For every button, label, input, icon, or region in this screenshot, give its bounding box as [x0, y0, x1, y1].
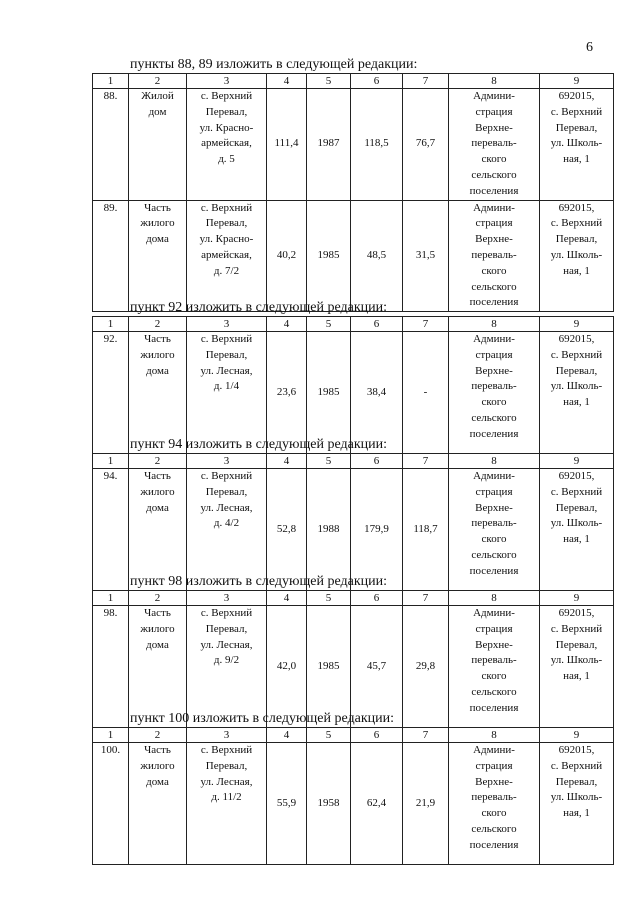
postal-line: с. Верхний [550, 217, 603, 230]
area-cell: 111,4 [267, 89, 307, 201]
num-cell: 98. [93, 606, 129, 728]
address-line: Перевал, [205, 348, 248, 361]
column-number-cell: 7 [403, 728, 449, 743]
value-cell: 45,7 [351, 606, 403, 728]
name-line: дома [146, 501, 169, 514]
owner-line: Админи- [473, 333, 515, 345]
column-number-cell: 4 [267, 728, 307, 743]
year-cell: 1988 [307, 469, 351, 591]
address-line: с. Верхний [200, 201, 253, 214]
column-number-cell: 5 [307, 728, 351, 743]
name-cell [129, 469, 187, 591]
area-cell: 40,2 [267, 200, 307, 312]
owner-line: Верхне- [475, 501, 513, 514]
owner-line: ского [481, 670, 507, 683]
num-cell: 88. [93, 89, 129, 201]
owner-line: поселения [469, 296, 519, 309]
owner-line: Админи- [473, 470, 515, 482]
address-line: Перевал, [205, 217, 248, 230]
address-line: д. 11/2 [211, 791, 242, 804]
postal-line: ная, 1 [563, 396, 590, 409]
column-number-cell: 1 [93, 728, 129, 743]
year-cell: 1985 [307, 200, 351, 312]
table-row [93, 743, 614, 865]
postal-line: 692015, [558, 744, 595, 756]
owner-line: страция [475, 105, 513, 118]
column-number-row [93, 74, 614, 89]
postal-line: ная, 1 [563, 153, 590, 166]
owner-line: страция [475, 622, 513, 635]
postal-line: ул. Школь- [550, 517, 603, 530]
address-line: д. 5 [218, 153, 235, 166]
owner-line: страция [475, 217, 513, 230]
owner-line: ского [481, 807, 507, 820]
column-number-cell: 8 [449, 454, 540, 469]
owner-line: ского [481, 396, 507, 409]
residual-cell: 21,9 [403, 743, 449, 865]
postal-line: ная, 1 [563, 807, 590, 820]
postal-line: 692015, [558, 201, 595, 214]
address-line: армейская, [201, 137, 252, 150]
name-line: Часть [144, 470, 171, 482]
owner-line: Админи- [473, 201, 515, 214]
registry-table [92, 73, 614, 312]
postal-line: Перевал, [555, 501, 598, 514]
column-number-cell: 2 [129, 454, 187, 469]
area-cell: 52,8 [267, 469, 307, 591]
name-cell [129, 606, 187, 728]
column-number-cell: 3 [187, 454, 267, 469]
address-line: ул. Лесная, [200, 775, 253, 788]
value-cell: 48,5 [351, 200, 403, 312]
column-number-cell: 5 [307, 317, 351, 332]
address-line: с. Верхний [200, 470, 253, 482]
column-number-row [93, 317, 614, 332]
registry-table [92, 590, 614, 728]
column-number-row [93, 728, 614, 743]
column-number-cell: 5 [307, 74, 351, 89]
section-heading: пункт 98 изложить в следующей редакции: [130, 574, 387, 589]
owner-line: поселения [469, 184, 519, 197]
owner-line: поселения [469, 838, 519, 851]
owner-line: страция [475, 759, 513, 772]
owner-line: Верхне- [475, 775, 513, 788]
postal-line: 692015, [558, 90, 595, 102]
owner-cell [449, 743, 540, 865]
residual-cell: 29,8 [403, 606, 449, 728]
area-cell: 42,0 [267, 606, 307, 728]
postal-line: Перевал, [555, 638, 598, 651]
owner-line: переваль- [471, 248, 517, 261]
postal-line: с. Верхний [550, 622, 603, 635]
owner-cell [449, 89, 540, 201]
postal-cell [540, 606, 614, 728]
owner-line: сельского [471, 548, 517, 561]
owner-line: сельского [471, 822, 517, 835]
owner-line: сельского [471, 168, 517, 181]
owner-line: Верхне- [475, 638, 513, 651]
year-cell: 1987 [307, 89, 351, 201]
table-row [93, 332, 614, 454]
column-number-cell: 6 [351, 454, 403, 469]
num-cell: 89. [93, 200, 129, 312]
address-line: д. 1/4 [213, 380, 240, 393]
column-number-cell: 4 [267, 454, 307, 469]
column-number-cell: 4 [267, 591, 307, 606]
postal-line: ул. Школь- [550, 791, 603, 804]
owner-line: Админи- [473, 744, 515, 756]
owner-line: переваль- [471, 791, 517, 804]
column-number-cell: 9 [540, 591, 614, 606]
section-heading: пункты 88, 89 изложить в следующей редакции: [130, 57, 418, 72]
owner-line: страция [475, 485, 513, 498]
column-number-cell: 8 [449, 74, 540, 89]
residual-cell: 118,7 [403, 469, 449, 591]
column-number-cell: 3 [187, 728, 267, 743]
owner-line: переваль- [471, 137, 517, 150]
column-number-cell: 6 [351, 74, 403, 89]
column-number-cell: 8 [449, 317, 540, 332]
name-line: жилого [140, 485, 175, 498]
name-line: жилого [140, 348, 175, 361]
column-number-cell: 6 [351, 317, 403, 332]
column-number-cell: 3 [187, 74, 267, 89]
postal-line: ул. Школь- [550, 137, 603, 150]
column-number-row [93, 454, 614, 469]
address-cell [187, 743, 267, 865]
name-line: Часть [144, 744, 171, 756]
postal-line: ная, 1 [563, 670, 590, 683]
postal-line: 692015, [558, 607, 595, 619]
column-number-cell: 2 [129, 317, 187, 332]
owner-line: Верхне- [475, 364, 513, 377]
postal-line: Перевал, [555, 233, 598, 246]
value-cell: 179,9 [351, 469, 403, 591]
table-row [93, 469, 614, 591]
name-cell [129, 332, 187, 454]
owner-line: страция [475, 348, 513, 361]
name-line: Жилой [141, 90, 174, 102]
address-line: ул. Лесная, [200, 364, 253, 377]
value-cell: 62,4 [351, 743, 403, 865]
num-cell: 92. [93, 332, 129, 454]
postal-line: с. Верхний [550, 759, 603, 772]
owner-line: поселения [469, 564, 519, 577]
column-number-cell: 9 [540, 317, 614, 332]
column-number-cell: 2 [129, 591, 187, 606]
address-line: армейская, [201, 248, 252, 261]
address-line: с. Верхний [200, 607, 253, 619]
area-cell: 55,9 [267, 743, 307, 865]
postal-line: с. Верхний [550, 485, 603, 498]
address-line: с. Верхний [200, 744, 253, 756]
name-line: жилого [140, 622, 175, 635]
address-cell [187, 606, 267, 728]
column-number-cell: 5 [307, 454, 351, 469]
owner-line: ского [481, 533, 507, 546]
column-number-cell: 5 [307, 591, 351, 606]
table-row [93, 89, 614, 201]
name-line: Часть [144, 333, 171, 345]
column-number-cell: 7 [403, 591, 449, 606]
column-number-cell: 7 [403, 74, 449, 89]
column-number-cell: 1 [93, 591, 129, 606]
column-number-cell: 1 [93, 454, 129, 469]
postal-cell [540, 469, 614, 591]
column-number-cell: 1 [93, 74, 129, 89]
year-cell: 1985 [307, 606, 351, 728]
name-cell [129, 200, 187, 312]
postal-line: ная, 1 [563, 533, 590, 546]
name-line: жилого [140, 217, 175, 230]
column-number-cell: 8 [449, 728, 540, 743]
postal-line: ул. Школь- [550, 380, 603, 393]
column-number-cell: 6 [351, 728, 403, 743]
num-cell: 94. [93, 469, 129, 591]
owner-cell [449, 332, 540, 454]
name-line: дома [146, 775, 169, 788]
column-number-cell: 9 [540, 728, 614, 743]
column-number-cell: 7 [403, 317, 449, 332]
address-line: ул. Лесная, [200, 638, 253, 651]
column-number-cell: 9 [540, 454, 614, 469]
address-line: с. Верхний [200, 333, 253, 345]
name-line: жилого [140, 759, 175, 772]
address-line: Перевал, [205, 485, 248, 498]
owner-cell [449, 606, 540, 728]
postal-line: 692015, [558, 470, 595, 482]
postal-line: с. Верхний [550, 348, 603, 361]
owner-line: Верхне- [475, 121, 513, 134]
owner-line: переваль- [471, 380, 517, 393]
owner-line: переваль- [471, 654, 517, 667]
name-line: Часть [144, 201, 171, 214]
address-line: д. 4/2 [213, 517, 240, 530]
column-number-row [93, 591, 614, 606]
owner-line: поселения [469, 701, 519, 714]
value-cell: 38,4 [351, 332, 403, 454]
address-cell [187, 469, 267, 591]
postal-cell [540, 743, 614, 865]
owner-line: Админи- [473, 90, 515, 102]
postal-cell [540, 200, 614, 312]
owner-line: переваль- [471, 517, 517, 530]
address-cell [187, 89, 267, 201]
owner-cell [449, 469, 540, 591]
area-cell: 23,6 [267, 332, 307, 454]
residual-cell: - [403, 332, 449, 454]
address-line: ул. Лесная, [200, 501, 253, 514]
postal-line: Перевал, [555, 121, 598, 134]
residual-cell: 31,5 [403, 200, 449, 312]
owner-line: сельского [471, 280, 517, 293]
column-number-cell: 3 [187, 317, 267, 332]
address-line: Перевал, [205, 105, 248, 118]
residual-cell: 76,7 [403, 89, 449, 201]
owner-line: Админи- [473, 607, 515, 619]
name-cell [129, 89, 187, 201]
owner-line: ского [481, 153, 507, 166]
registry-table [92, 453, 614, 591]
value-cell: 118,5 [351, 89, 403, 201]
column-number-cell: 7 [403, 454, 449, 469]
name-line: дом [148, 105, 167, 118]
postal-line: 692015, [558, 333, 595, 345]
owner-line: сельского [471, 411, 517, 424]
table-row [93, 200, 614, 312]
table-row [93, 606, 614, 728]
year-cell: 1958 [307, 743, 351, 865]
address-cell [187, 332, 267, 454]
section-heading: пункт 100 изложить в следующей редакции: [130, 711, 394, 726]
address-line: д. 9/2 [213, 654, 240, 667]
address-line: д. 7/2 [213, 264, 240, 277]
address-line: Перевал, [205, 759, 248, 772]
column-number-cell: 2 [129, 728, 187, 743]
registry-table [92, 316, 614, 454]
owner-line: Верхне- [475, 233, 513, 246]
address-cell [187, 200, 267, 312]
owner-line: ского [481, 264, 507, 277]
num-cell: 100. [93, 743, 129, 865]
postal-line: с. Верхний [550, 105, 603, 118]
address-line: ул. Красно- [199, 233, 254, 246]
postal-cell [540, 332, 614, 454]
column-number-cell: 1 [93, 317, 129, 332]
address-line: ул. Красно- [199, 121, 254, 134]
name-cell [129, 743, 187, 865]
column-number-cell: 2 [129, 74, 187, 89]
column-number-cell: 6 [351, 591, 403, 606]
owner-cell [449, 200, 540, 312]
postal-cell [540, 89, 614, 201]
section-heading: пункт 94 изложить в следующей редакции: [130, 437, 387, 452]
year-cell: 1985 [307, 332, 351, 454]
column-number-cell: 9 [540, 74, 614, 89]
column-number-cell: 4 [267, 317, 307, 332]
postal-line: Перевал, [555, 775, 598, 788]
address-line: с. Верхний [200, 90, 253, 102]
column-number-cell: 3 [187, 591, 267, 606]
name-line: дома [146, 233, 169, 246]
column-number-cell: 8 [449, 591, 540, 606]
page-number: 6 [586, 40, 593, 55]
address-line: Перевал, [205, 622, 248, 635]
owner-line: сельского [471, 685, 517, 698]
name-line: Часть [144, 607, 171, 619]
owner-line: поселения [469, 427, 519, 440]
postal-line: ул. Школь- [550, 654, 603, 667]
postal-line: ул. Школь- [550, 248, 603, 261]
postal-line: Перевал, [555, 364, 598, 377]
section-heading: пункт 92 изложить в следующей редакции: [130, 300, 387, 315]
name-line: дома [146, 364, 169, 377]
name-line: дома [146, 638, 169, 651]
postal-line: ная, 1 [563, 264, 590, 277]
column-number-cell: 4 [267, 74, 307, 89]
registry-table [92, 727, 614, 865]
